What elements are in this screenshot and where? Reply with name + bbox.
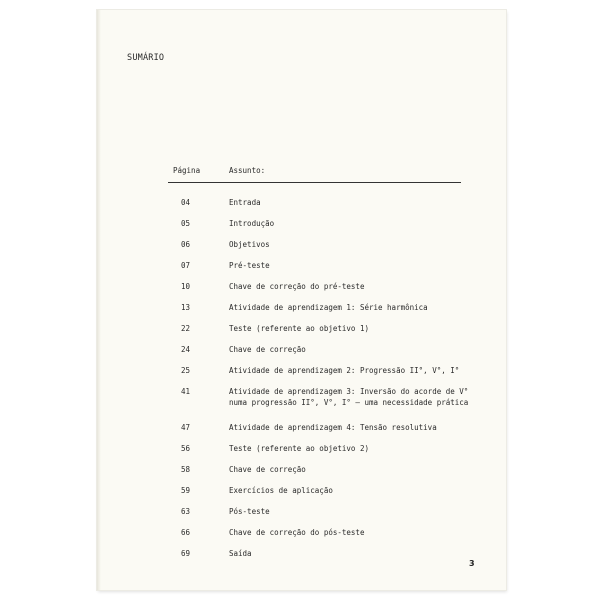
toc-header-page: Página: [173, 166, 201, 175]
toc-subject: [229, 386, 469, 408]
toc-page-number: 25: [181, 366, 191, 375]
toc-subject: [229, 485, 469, 496]
toc-subject: [229, 506, 469, 517]
toc-page-number: 24: [181, 345, 191, 354]
toc-subject: [229, 323, 469, 334]
document-page: [97, 10, 506, 590]
toc-subject-line: numa progressão II°, V°, I° — uma necessidade prática: [229, 398, 469, 407]
toc-subject: [229, 260, 469, 271]
toc-subject: [229, 527, 469, 538]
toc-subject-line: Pré-teste: [229, 261, 270, 270]
toc-page-number: 07: [181, 261, 191, 270]
toc-subject: [229, 365, 469, 376]
toc-page-number: 59: [181, 486, 191, 495]
toc-page-number: 22: [181, 324, 191, 333]
toc-page-number: 56: [181, 444, 191, 453]
toc-page-number: 63: [181, 507, 191, 516]
toc-subject: [229, 548, 469, 559]
toc-page-number: 04: [181, 198, 191, 207]
header-divider: [168, 182, 461, 183]
toc-subject: [229, 344, 469, 355]
toc-page-number: 58: [181, 465, 191, 474]
page-spine: [97, 10, 101, 590]
toc-page-number: 06: [181, 240, 191, 249]
toc-page-number: 13: [181, 303, 191, 312]
toc-subject-line: Entrada: [229, 198, 261, 207]
toc-page-number: 10: [181, 282, 191, 291]
toc-subject-line: Atividade de aprendizagem 1: Série harmônica: [229, 303, 428, 312]
toc-subject: [229, 443, 469, 454]
toc-page-number: 41: [181, 387, 191, 396]
toc-subject: [229, 464, 469, 475]
toc-header: [171, 166, 461, 182]
toc-page-number: 69: [181, 549, 191, 558]
toc-subject-line: Chave de correção do pré-teste: [229, 282, 365, 291]
toc-subject-line: Introdução: [229, 219, 275, 228]
toc-subject-line: Teste (referente ao objetivo 2): [229, 444, 369, 453]
toc-subject-line: Atividade de aprendizagem 3: Inversão do acorde de V°: [229, 387, 469, 396]
toc-subject: [229, 302, 469, 313]
toc-subject-line: Chave de correção: [229, 345, 306, 354]
toc-subject-line: Atividade de aprendizagem 2: Progressão II°, V°, I°: [229, 366, 460, 375]
page-title: SUMÁRIO: [127, 53, 165, 63]
toc-subject-line: Exercícios de aplicação: [229, 486, 333, 495]
toc-subject-line: Chave de correção: [229, 465, 306, 474]
toc-subject-line: Atividade de aprendizagem 4: Tensão resolutiva: [229, 423, 437, 432]
toc-subject: [229, 239, 469, 250]
toc-subject-line: Chave de correção do pós-teste: [229, 528, 365, 537]
toc-subject-line: Saída: [229, 549, 252, 558]
toc-page-number: 66: [181, 528, 191, 537]
toc-page-number: 05: [181, 219, 191, 228]
page-number: 3: [469, 559, 475, 568]
toc-header-subject: Assunto:: [229, 166, 266, 175]
toc-subject: [229, 197, 469, 208]
toc-subject: [229, 218, 469, 229]
toc-page-number: 47: [181, 423, 191, 432]
toc-subject-line: Teste (referente ao objetivo 1): [229, 324, 369, 333]
toc-subject-line: Pós-teste: [229, 507, 270, 516]
toc-subject: [229, 422, 469, 433]
toc-subject-line: Objetivos: [229, 240, 270, 249]
toc-subject: [229, 281, 469, 292]
